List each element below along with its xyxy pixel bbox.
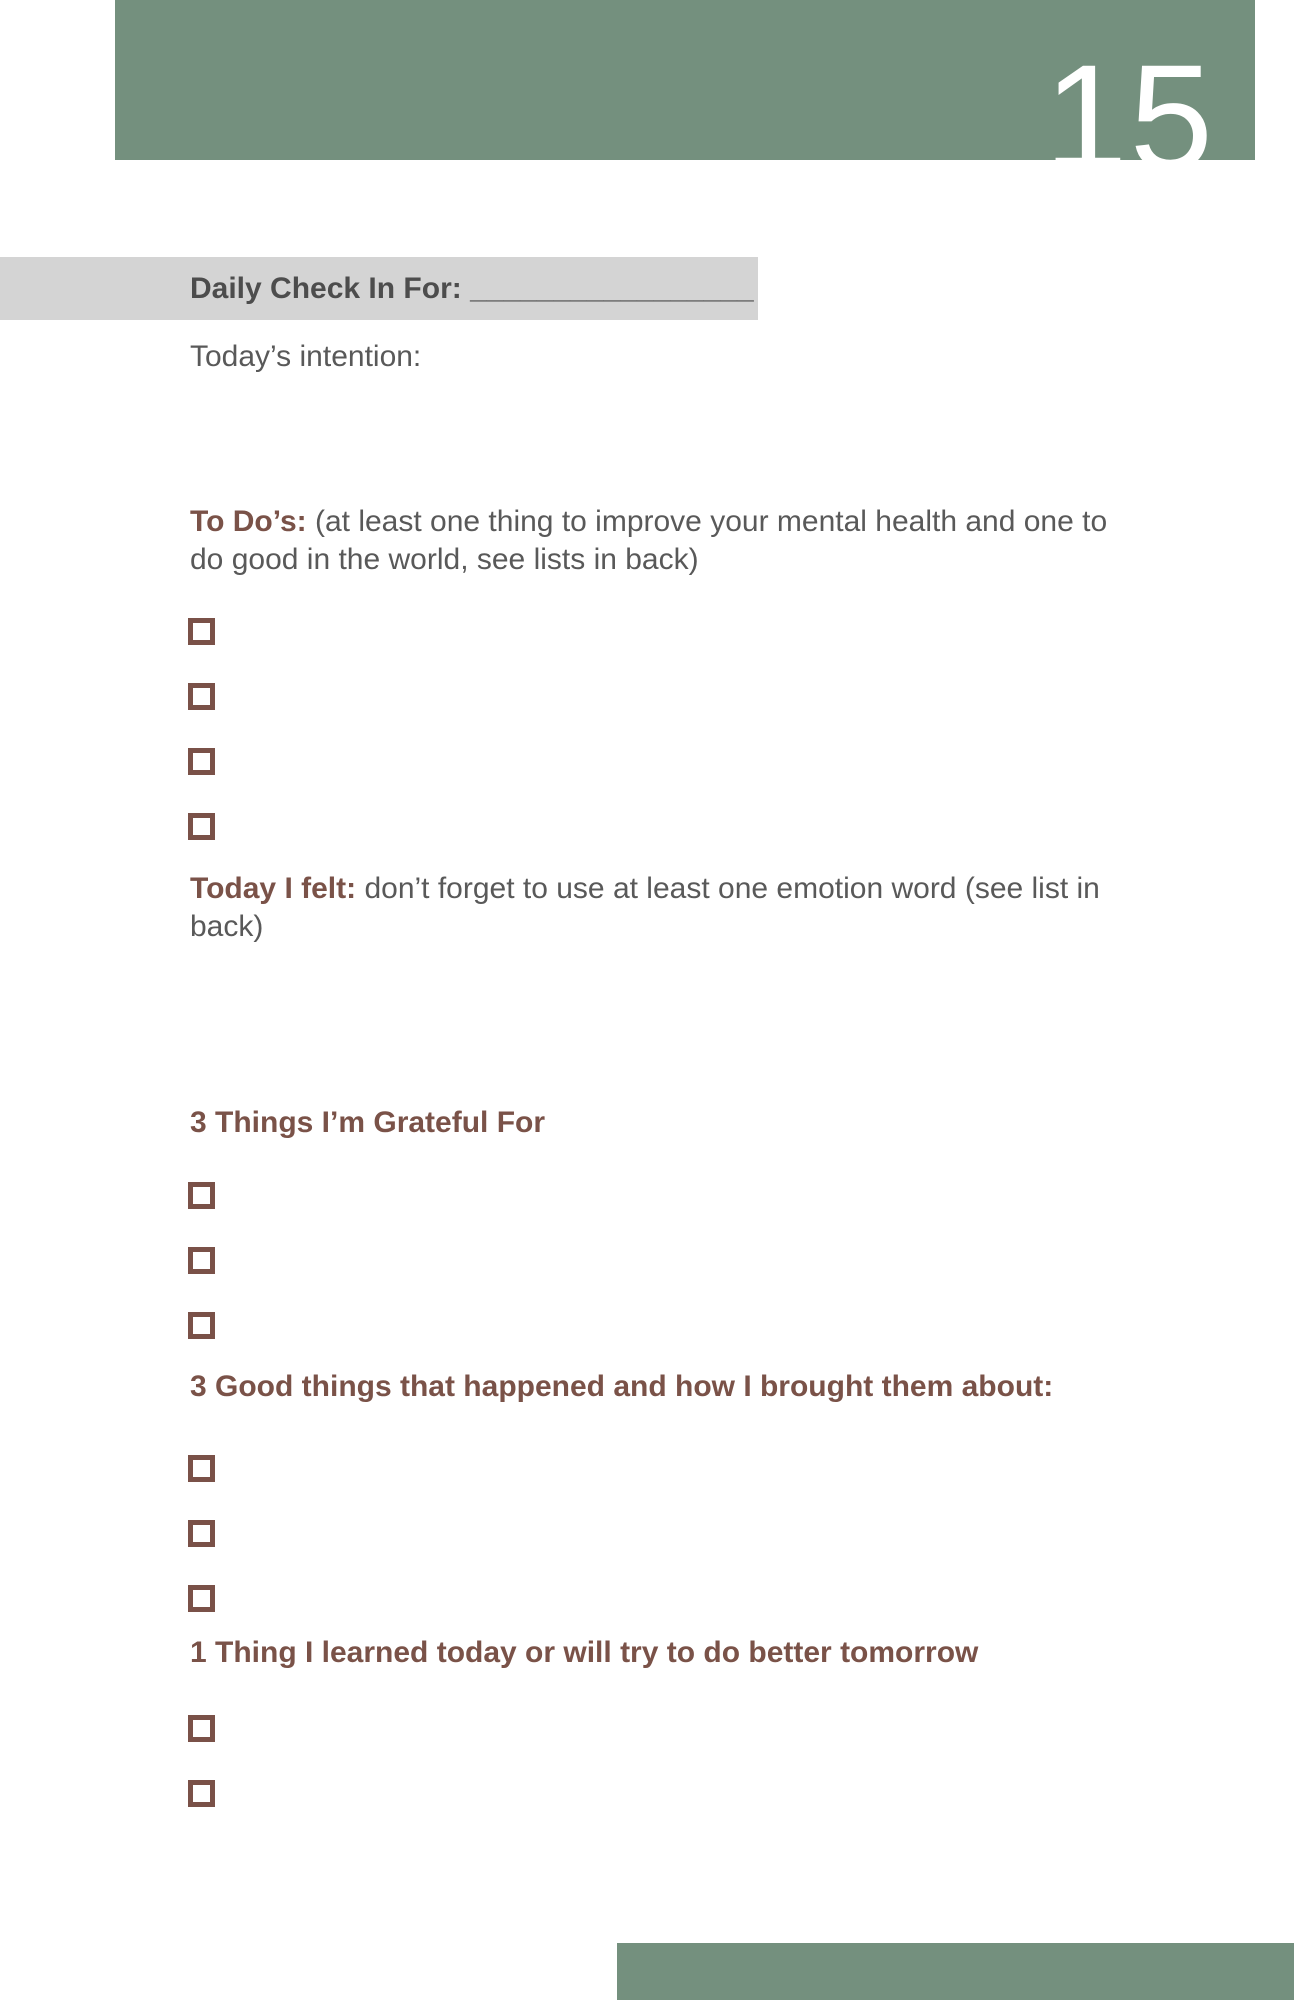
date-blank-line[interactable]: _________________ <box>461 271 754 305</box>
checkbox[interactable] <box>188 1520 215 1547</box>
daily-check-in-line <box>0 272 754 306</box>
header-band <box>115 0 1255 201</box>
checkbox[interactable] <box>188 1247 215 1274</box>
footer-band <box>617 1943 1294 2000</box>
checkbox[interactable] <box>188 748 215 775</box>
daily-check-in-bar <box>0 257 758 320</box>
todos-description: (at least one thing to improve your mental health and one to do good in the world, see lists in back) <box>190 505 1108 576</box>
grateful-heading: 3 Things I’m Grateful For <box>190 1106 546 1139</box>
checkbox[interactable] <box>188 1585 215 1612</box>
felt-prompt <box>190 870 1125 946</box>
page-number: 15 <box>1044 33 1215 201</box>
good-things-checkbox-group <box>188 1455 215 1650</box>
checkbox[interactable] <box>188 1715 215 1742</box>
checkbox[interactable] <box>188 1780 215 1807</box>
learned-heading: 1 Thing I learned today or will try to do better tomorrow <box>190 1636 979 1669</box>
todos-checkbox-group <box>188 618 215 878</box>
felt-label: Today I felt: <box>190 872 357 905</box>
intention-label: Today’s intention: <box>190 340 422 373</box>
checkbox[interactable] <box>188 1312 215 1339</box>
checkbox[interactable] <box>188 813 215 840</box>
learned-checkbox-group <box>188 1715 215 1845</box>
checkbox[interactable] <box>188 1455 215 1482</box>
felt-description: don’t forget to use at least one emotion word (see list in back) <box>190 872 1100 943</box>
todos-prompt <box>190 503 1125 579</box>
todos-label: To Do’s: <box>190 505 307 538</box>
checkbox[interactable] <box>188 618 215 645</box>
daily-check-in-label: Daily Check In For: <box>190 271 462 305</box>
good-things-heading: 3 Good things that happened and how I brought them about: <box>190 1370 1054 1403</box>
checkbox[interactable] <box>188 1182 215 1209</box>
grateful-checkbox-group <box>188 1182 215 1377</box>
checkbox[interactable] <box>188 683 215 710</box>
